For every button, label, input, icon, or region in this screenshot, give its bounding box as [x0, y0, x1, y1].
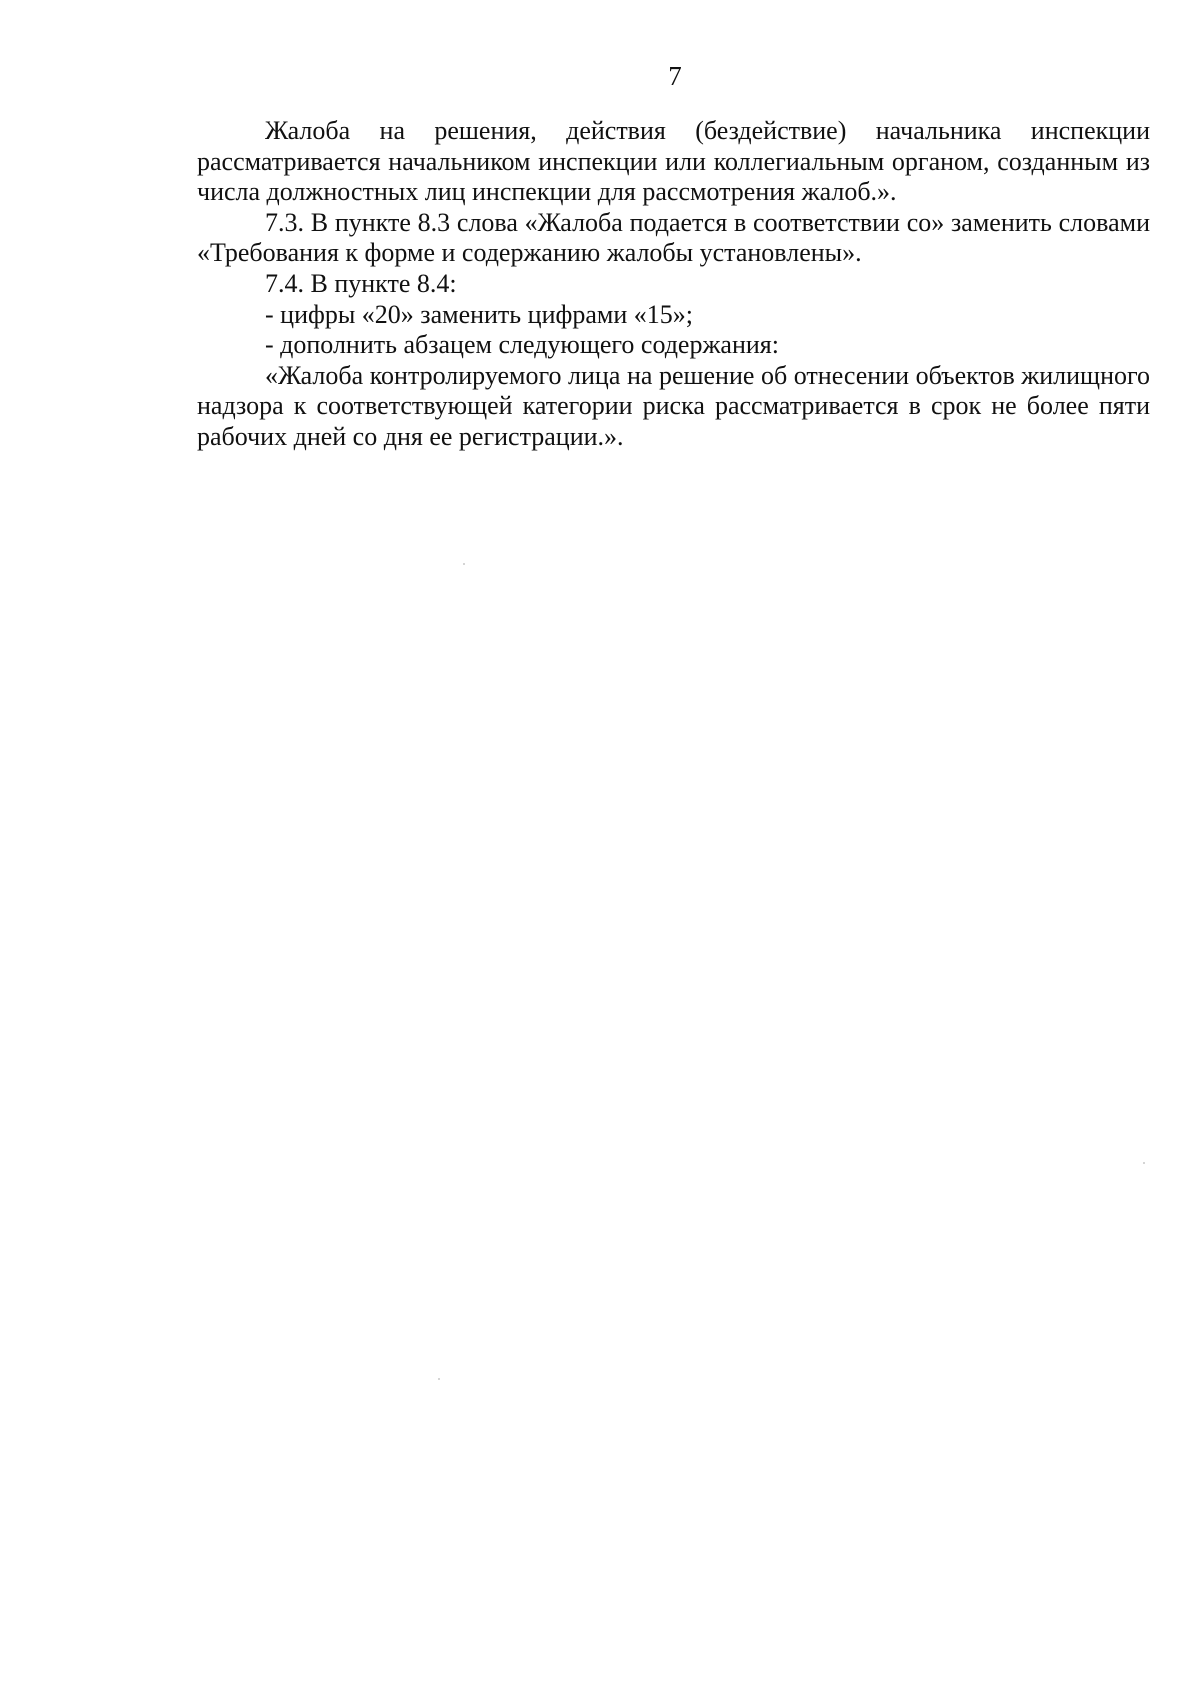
paragraph-item-7-4: 7.4. В пункте 8.4:	[265, 268, 457, 298]
scan-speck	[463, 563, 465, 565]
scan-speck	[1143, 1162, 1145, 1164]
paragraph-complaint-consideration: Жалоба на решения, действия (бездействие) начальника инспекции рассматривается начальником инспекции или коллегиальным органом, созданным из числа должностных лиц инспекции для рассмотрения жалоб.».	[197, 116, 1150, 207]
scan-speck	[438, 1378, 440, 1380]
paragraph-item-7-3: 7.3. В пункте 8.3 слова «Жалоба подается в соответствии со» заменить словами «Требования к форме и содержанию жалобы установлены».	[197, 207, 1150, 268]
paragraph-add-clause: - дополнить абзацем следующего содержания:	[265, 330, 779, 360]
paragraph-risk-category-complaint: «Жалоба контролируемого лица на решение об отнесении объектов жилищного надзора к соответствующей категории риска рассматривается в срок не более пяти рабочих дней со дня ее регистрации.».	[197, 360, 1150, 451]
page-number: 7	[668, 61, 682, 91]
document-body	[197, 116, 1150, 453]
paragraph-digits-replacement: - цифры «20» заменить цифрами «15»;	[265, 299, 693, 329]
